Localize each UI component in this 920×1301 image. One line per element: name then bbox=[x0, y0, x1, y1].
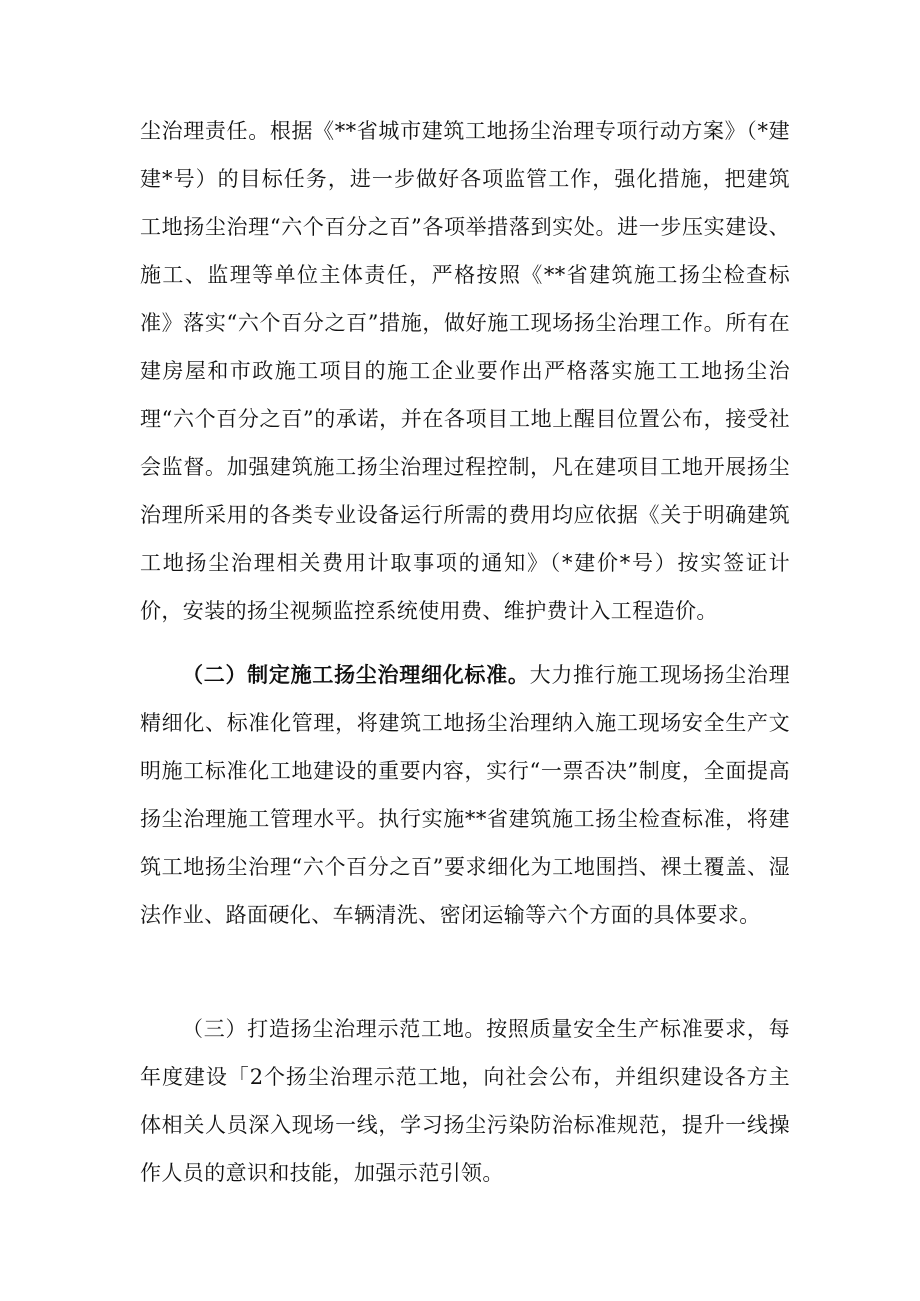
paragraph-text: 大力推行施工现场扬尘治理精细化、标准化管理，将建筑工地扬尘治理纳入施工现场安全生产文明施工标准化工地建设的重要内容，实行“一票否决”制度，全面提高扬尘治理施工管理水平。执行实施**省建筑施工扬尘检查标准，将建筑工地扬尘治理“六个百分之百”要求细化为工地围挡、裸土覆盖、湿法作业、路面硬化、车辆清洗、密闭运输等六个方面的具体要求。 bbox=[140, 663, 790, 927]
paragraph-refined-standards bbox=[140, 651, 790, 939]
paragraph-demonstration-sites bbox=[140, 1005, 790, 1197]
paragraph-heading: （二）制定施工扬尘治理细化标准。 bbox=[182, 662, 530, 687]
paragraph-text: 尘治理责任。根据《**省城市建筑工地扬尘治理专项行动方案》（*建建*号）的目标任务，进一步做好各项监管工作，强化措施，把建筑工地扬尘治理“六个百分之百”各项举措落到实处。进一步压实建设、施工、监理等单位主体责任，严格按照《**省建筑施工扬尘检查标准》落实“六个百分之百”措施，做好施工现场扬尘治理工作。所有在建房屋和市政施工项目的施工企业要作出严格落实施工工地扬尘治理“六个百分之百”的承诺，并在各项目工地上醒目位置公布，接受社会监督。加强建筑施工扬尘治理过程控制，凡在建项目工地开展扬尘治理所采用的各类专业设备运行所需的费用均应依据《关于明确建筑工地扬尘治理相关费用计取事项的通知》（*建价*号）按实签证计价，安装的扬尘视频监控系统使用费、维护费计入工程造价。 bbox=[140, 119, 790, 623]
paragraph-text: （三）打造扬尘治理示范工地。按照质量安全生产标准要求，每年度建设「2个扬尘治理示范工地，向社会公布，并组织建设各方主体相关人员深入现场一线，学习扬尘污染防治标准规范，提升一线操作人员的意识和技能，加强示范引领。 bbox=[140, 1017, 790, 1185]
paragraph-dust-responsibility bbox=[140, 107, 790, 635]
